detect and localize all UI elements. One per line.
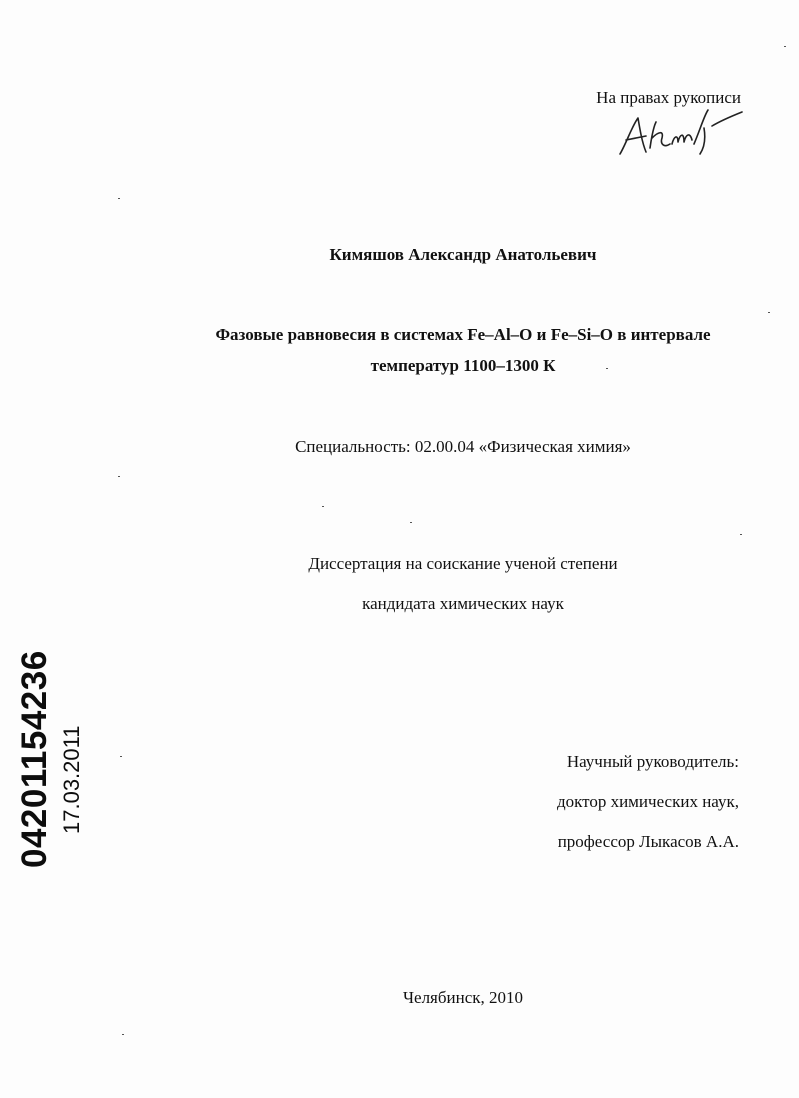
title-line-2: температур 1100–1300 К (370, 356, 556, 375)
title-line-1: Фазовые равновесия в системах Fe–Al–O и Fe–Si–O в интервале (215, 325, 711, 344)
scan-speck (768, 312, 770, 313)
author-signature (616, 104, 746, 164)
scan-speck (120, 756, 122, 757)
scan-speck (606, 368, 608, 369)
scan-speck (118, 198, 120, 199)
city-year: Челябинск, 2010 (402, 988, 524, 1007)
archive-number-stamp: 04201154236 (15, 650, 54, 868)
scan-speck (118, 476, 120, 477)
scan-speck (122, 1034, 124, 1035)
supervisor-label: Научный руководитель: (566, 752, 739, 771)
author-name: Кимяшов Александр Анатольевич (329, 245, 597, 264)
dissertation-line-2: кандидата химических наук (362, 594, 564, 613)
dissertation-line-1: Диссертация на соискание ученой степени (308, 554, 618, 573)
supervisor-degree: доктор химических наук, (556, 792, 739, 811)
scan-speck (740, 534, 742, 535)
archive-date-stamp: 17.03.2011 (59, 725, 84, 834)
scan-speck (322, 506, 324, 507)
specialty: Специальность: 02.00.04 «Физическая химия» (295, 437, 631, 456)
scan-speck (784, 46, 786, 47)
supervisor-name: профессор Лыкасов А.А. (557, 832, 739, 851)
manuscript-note: На правах рукописи (596, 88, 741, 107)
scan-speck (410, 522, 412, 523)
